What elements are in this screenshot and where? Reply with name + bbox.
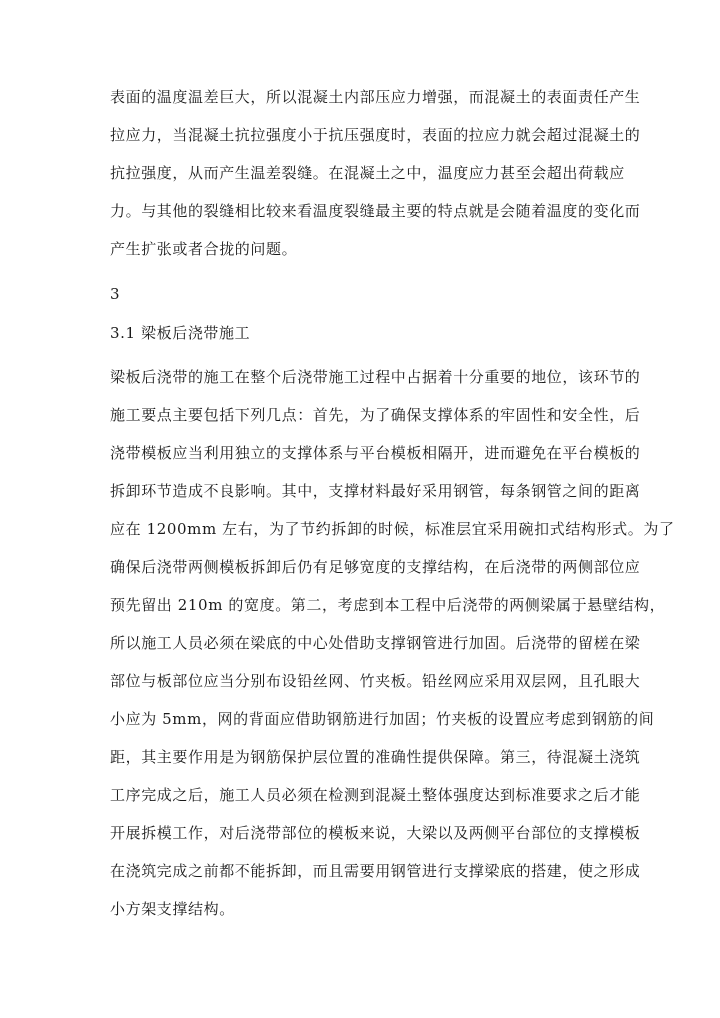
paragraph-1-line-5: 产生扩张或者合拢的问题。 <box>110 240 298 258</box>
paragraph-2-line-3: 浇带模板应当利用独立的支撑体系与平台模板相隔开，进而避免在平台模板的 <box>110 444 641 462</box>
paragraph-1-line-2: 拉应力，当混凝土抗拉强度小于抗压强度时，表面的拉应力就会超过混凝土的 <box>110 126 641 144</box>
paragraph-2-line-14: 在浇筑完成之前都不能拆卸，而且需要用钢管进行支撑梁底的搭建，使之形成 <box>110 862 641 880</box>
paragraph-2-line-15: 小方架支撑结构。 <box>110 900 235 918</box>
paragraph-2-line-2: 施工要点主要包括下列几点：首先，为了确保支撑体系的牢固性和安全性，后 <box>110 406 641 424</box>
paragraph-2-line-10: 小应为 5mm，网的背面应借助钢筋进行加固；竹夹板的设置应考虑到钢筋的间 <box>110 710 655 728</box>
subsection-heading: 3.1 梁板后浇带施工 <box>110 324 251 342</box>
paragraph-1-line-4: 力。与其他的裂缝相比较来看温度裂缝最主要的特点就是会随着温度的变化而 <box>110 202 641 220</box>
paragraph-2-line-5: 应在 1200mm 左右，为了节约拆卸的时候，标准层宜采用碗扣式结构形式。为了 <box>110 520 675 538</box>
paragraph-2-line-9: 部位与板部位应当分别布设铅丝网、竹夹板。铅丝网应采用双层网，且孔眼大 <box>110 672 641 690</box>
paragraph-2-line-7: 预先留出 210m 的宽度。第二，考虑到本工程中后浇带的两侧梁属于悬壁结构， <box>110 596 666 614</box>
paragraph-2-line-4: 拆卸环节造成不良影响。其中，支撑材料最好采用钢管，每条钢管之间的距离 <box>110 482 641 500</box>
paragraph-2-line-1: 梁板后浇带的施工在整个后浇带施工过程中占据着十分重要的地位，该环节的 <box>110 368 641 386</box>
paragraph-2-line-8: 所以施工人员必须在梁底的中心处借助支撑钢管进行加固。后浇带的留槎在梁 <box>110 634 641 652</box>
paragraph-1-line-1: 表面的温度温差巨大，所以混凝土内部压应力增强，而混凝土的表面责任产生 <box>110 88 641 106</box>
paragraph-2-line-12: 工序完成之后，施工人员必须在检测到混凝土整体强度达到标准要求之后才能 <box>110 786 641 804</box>
section-number: 3 <box>110 285 121 303</box>
paragraph-2-line-6: 确保后浇带两侧模板拆卸后仍有足够宽度的支撑结构，在后浇带的两侧部位应 <box>110 558 641 576</box>
paragraph-2-line-13: 开展拆模工作，对后浇带部位的模板来说，大梁以及两侧平台部位的支撑模板 <box>110 824 641 842</box>
paragraph-1-line-3: 抗拉强度，从而产生温差裂缝。在混凝土之中，温度应力甚至会超出荷载应 <box>110 164 625 182</box>
paragraph-2-line-11: 距，其主要作用是为钢筋保护层位置的准确性提供保障。第三，待混凝土浇筑 <box>110 748 641 766</box>
